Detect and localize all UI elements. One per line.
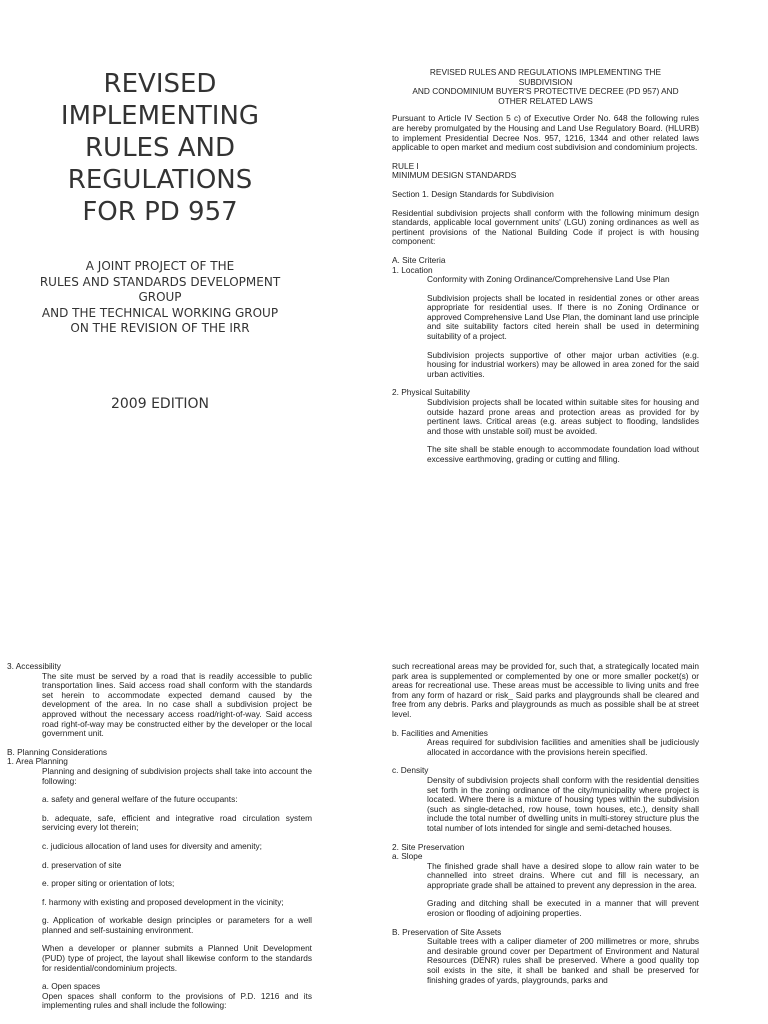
cover-page xyxy=(0,0,384,512)
list-item: a. safety and general welfare of the future occupants: xyxy=(42,794,238,805)
subheading-area-planning: 1. Area Planning xyxy=(7,756,68,767)
physical-paragraph: Subdivision projects shall be located within suitable sites for housing and outside hazard prone areas and protection areas as provided for by pertinent laws. Critical areas (e.g. areas subject to flooding, landslides and those with unstable soil) must be avoided. xyxy=(427,397,699,436)
density-paragraph: Density of subdivision projects shall conform with the residential densities set forth in the zoning ordinance of the city/municipality where project is located. Where there is a mixture of housing types within the subdivision (such as single-detached, row house, town houses, etc.), density shall include the total number of dwelling units in multi-storey structure plus the total number of lots intended for single and semi-detached houses. xyxy=(427,774,699,833)
subheading-location: 1. Location xyxy=(392,264,433,275)
slope-paragraph: The finished grade shall have a desired slope to allow rain water to be channelled into street drains. Where cut and fill is necessary, an appropriate grade shall be attained to prevent any depression in the area. xyxy=(427,860,699,890)
list-item: d. preservation of site xyxy=(42,859,122,870)
slope-paragraph: Grading and ditching shall be executed in a manner that will prevent erosion or flooding of adjoining properties. xyxy=(427,898,699,919)
subheading-density: c. Density xyxy=(392,765,429,776)
list-item: b. adequate, safe, efficient and integrative road circulation system servicing every lot therein; xyxy=(42,812,312,833)
facilities-paragraph: Areas required for subdivision facilities and amenities shall be judiciously allocated in accordance with the provisions herein specified. xyxy=(427,737,699,757)
subheading-open-spaces: a. Open spaces xyxy=(42,981,101,992)
page-rules-intro xyxy=(392,68,699,498)
area-planning-paragraph: Planning and designing of subdivision projects shall take into account the following: xyxy=(42,765,312,786)
subheading-accessibility: 3. Accessibility xyxy=(7,662,61,671)
document-title: REVISED IMPLEMENTING RULES AND REGULATIONS FOR PD 957 xyxy=(60,69,260,227)
page-site-preservation xyxy=(392,662,699,1024)
subheading-facilities: b. Facilities and Amenities xyxy=(392,727,488,738)
subheading-slope: a. Slope xyxy=(392,851,423,862)
subheading-site-criteria: A. Site Criteria xyxy=(392,254,446,265)
section-heading: Section 1. Design Standards for Subdivision xyxy=(392,188,554,199)
intro-paragraph: Pursuant to Article IV Section 5 c) of Executive Order No. 648 the following rules are hereby promulgated by the Housing and Land Use Regulatory Board. (HLURB) to implement Presidential Decree Nos. 957, 1216, 1344 and other related laws applicable to open market and medium cost subdivision and condominium projects. xyxy=(392,113,699,153)
list-item: e. proper siting or orientation of lots; xyxy=(42,878,175,889)
list-item: f. harmony with existing and proposed development in the vicinity; xyxy=(42,896,284,907)
list-item: c. judicious allocation of land uses for diversity and amenity; xyxy=(42,840,262,851)
location-paragraph: Subdivision projects supportive of other major urban activities (e.g. housing for industrial workers) may be allowed in area zoned for the said urban activities. xyxy=(427,349,699,379)
site-assets-paragraph: Suitable trees with a caliper diameter of 200 millimetres or more, shrubs and desirable ground cover per Department of Environment and Natural Resources (DENR) rules shall be preserved. Where a good quality top soil exists in the site, it shall be banked and shall be preserved for finishing grades of yards, playgrounds, parks and xyxy=(427,936,699,985)
subheading-site-preservation: 2. Site Preservation xyxy=(392,841,465,852)
subheading-site-assets: B. Preservation of Site Assets xyxy=(392,926,502,937)
open-spaces-paragraph: Open spaces shall conform to the provisions of P.D. 1216 and its implementing rules and shall include the following: xyxy=(42,990,312,1011)
physical-paragraph: The site shall be stable enough to accommodate foundation load without excessive earthmoving, grading or cutting and filling. xyxy=(427,444,699,464)
document-subtitle: A JOINT PROJECT OF THE RULES AND STANDARDS DEVELOPMENT GROUP AND THE TECHNICAL WORKING GROUP ON THE REVISION OF THE IRR xyxy=(39,259,281,335)
rule-title: MINIMUM DESIGN STANDARDS xyxy=(392,170,517,181)
pud-paragraph: When a developer or planner submits a Planned Unit Development (PUD) type of project, the layout shall likewise conform to the standards for residential/condominium projects. xyxy=(42,943,312,973)
accessibility-paragraph: The site must be served by a road that is readily accessible to public transportation lines. Said access road shall conform with the standards set herein to accommodate expected demand caused by the development of the area. In no case shall a subdivision project be approved without the necessary access road/right-of-way. Said access road right-of-way may be constructed either by the developer or the local government unit. xyxy=(42,670,312,739)
location-paragraph: Subdivision projects shall be located in residential zones or other areas appropriate for residential uses. If there is no Zoning Ordinance or approved Comprehensive Land Use Plan, the dominant land use principle and site suitability factors cited herein shall be used in determining suitability of a project. xyxy=(427,292,699,342)
conformity-line: Conformity with Zoning Ordinance/Comprehensive Land Use Plan xyxy=(427,274,670,285)
page-planning xyxy=(7,662,312,1024)
recreational-paragraph: such recreational areas may be provided for, such that, a strategically located main park area is supplemented or complemented by one or more smaller pocket(s) or areas for recreational use. These areas must be accessible to living units and free from any form of hazard or risk_ Said parks and playgrounds shall be cleared and free from any debris. Parks and playgrounds as much as possible shall be at street level. xyxy=(392,662,699,719)
section-body: Residential subdivision projects shall conform with the following minimum design standards, applicable local government units' (LGU) zoning ordinances as well as pertinent provisions of the National Building Code if project is with housing component: xyxy=(392,207,699,247)
rule-number: RULE I xyxy=(392,160,419,171)
list-item: g. Application of workable design principles or parameters for a well planned and self-sustaining environment. xyxy=(42,915,312,935)
subheading-physical: 2. Physical Suitability xyxy=(392,387,470,398)
edition-label: 2009 EDITION xyxy=(110,396,209,412)
subheading-planning: B. Planning Considerations xyxy=(7,746,108,757)
page-header: REVISED RULES AND REGULATIONS IMPLEMENTING THE SUBDIVISION AND CONDOMINIUM BUYER'S PROTECTIVE DECREE (PD 957) AND OTHER RELATED LAWS xyxy=(412,68,679,106)
